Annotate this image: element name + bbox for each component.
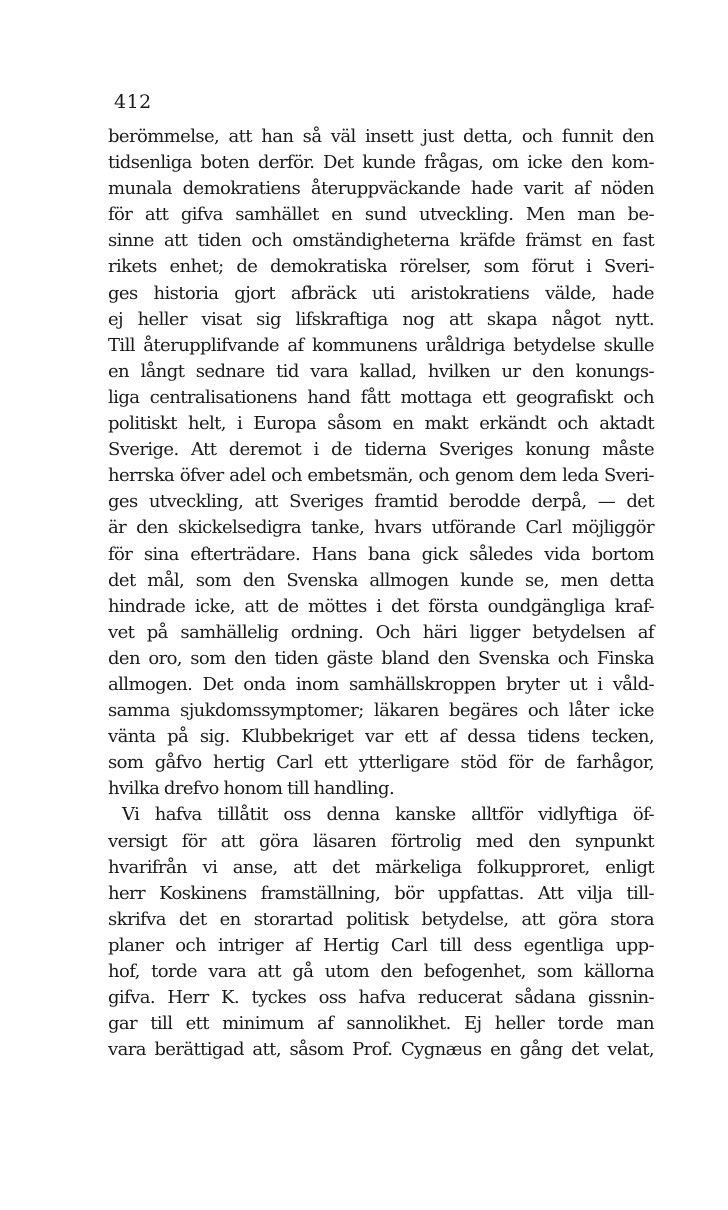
text-line: sinne att tiden och omständigheterna kräfde främst en fast	[108, 230, 654, 252]
text-line: skrifva det en storartad politisk betydelse, att göra stora	[108, 908, 654, 930]
text-line: är den skickelsedigra tanke, hvars utförande Carl möjliggör	[108, 517, 654, 539]
text-line: för att gifva samhället en sund utveckling. Men man be-	[108, 204, 654, 226]
text-line: vänta på sig. Klubbekriget var ett af dessa tidens tecken,	[108, 726, 654, 748]
text-line: ej heller visat sig lifskraftiga nog att skapa något nytt.	[108, 308, 654, 330]
paragraph-end-line: hvilka drefvo honom till handling.	[108, 778, 395, 800]
text-line: herrska öfver adel och embetsmän, och genom dem leda Sveri-	[108, 465, 654, 487]
text-line: herr Koskinens framställning, bör uppfattas. Att vilja till-	[108, 882, 654, 904]
text-line: vet på samhällelig ordning. Och häri ligger betydelsen af	[108, 621, 654, 643]
text-line: ges utveckling, att Sveriges framtid berodde derpå, — det	[108, 491, 654, 513]
text-line: gar till ett minimum af sannolikhet. Ej heller torde man	[108, 1013, 654, 1035]
text-line: rikets enhet; de demokratiska rörelser, som förut i Sveri-	[108, 256, 654, 278]
text-line: vara berättigad att, såsom Prof. Cygnæus en gång det velat,	[108, 1039, 654, 1061]
text-line: munala demokratiens återuppväckande hade varit af nöden	[108, 178, 654, 200]
text-line: planer och intriger af Hertig Carl till dess egentliga upp-	[108, 934, 654, 956]
text-line: samma sjukdomssymptomer; läkaren begäres och låter icke	[108, 700, 654, 722]
text-line: hvarifrån vi anse, att det märkeliga folkupproret, enligt	[108, 856, 654, 878]
text-line: versigt för att göra läsaren förtrolig med den synpunkt	[108, 830, 654, 852]
page-number: 412	[114, 91, 152, 113]
text-line: Till återupplifvande af kommunens uråldriga betydelse skulle	[108, 334, 654, 356]
text-line: hindrade icke, att de möttes i det första oundgängliga kraf-	[108, 595, 654, 617]
text-line: för sina efterträdare. Hans bana gick således vida bortom	[108, 543, 654, 565]
body-text	[108, 124, 654, 1063]
paragraph-start-line: Vi hafva tillåtit oss denna kanske alltför vidlyftiga öf-	[122, 804, 654, 826]
text-line: allmogen. Det onda inom samhällskroppen bryter ut i våld-	[108, 673, 654, 695]
text-line: som gåfvo hertig Carl ett ytterligare stöd för de farhågor,	[108, 752, 654, 774]
text-line: tidsenliga boten derför. Det kunde frågas, om icke den kom-	[108, 152, 654, 174]
text-line: gifva. Herr K. tyckes oss hafva reducerat sådana gissnin-	[108, 987, 654, 1009]
text-line: hof, torde vara att gå utom den befogenhet, som källorna	[108, 961, 654, 982]
text-line: en långt sednare tid vara kallad, hvilken ur den konungs-	[108, 360, 654, 382]
text-line: den oro, som den tiden gäste bland den Svenska och Finska	[108, 647, 654, 669]
text-line: Sverige. Att deremot i de tiderna Sveriges konung måste	[108, 439, 654, 461]
text-line: ges historia gjort afbräck uti aristokratiens välde, hade	[108, 282, 654, 304]
text-line: liga centralisationens hand fått mottaga ett geografiskt och	[108, 386, 654, 408]
text-line: politiskt helt, i Europa såsom en makt erkändt och aktadt	[108, 413, 654, 435]
text-line: det mål, som den Svenska allmogen kunde se, men detta	[108, 569, 654, 591]
text-line: berömmelse, att han så väl insett just detta, och funnit den	[108, 126, 654, 147]
